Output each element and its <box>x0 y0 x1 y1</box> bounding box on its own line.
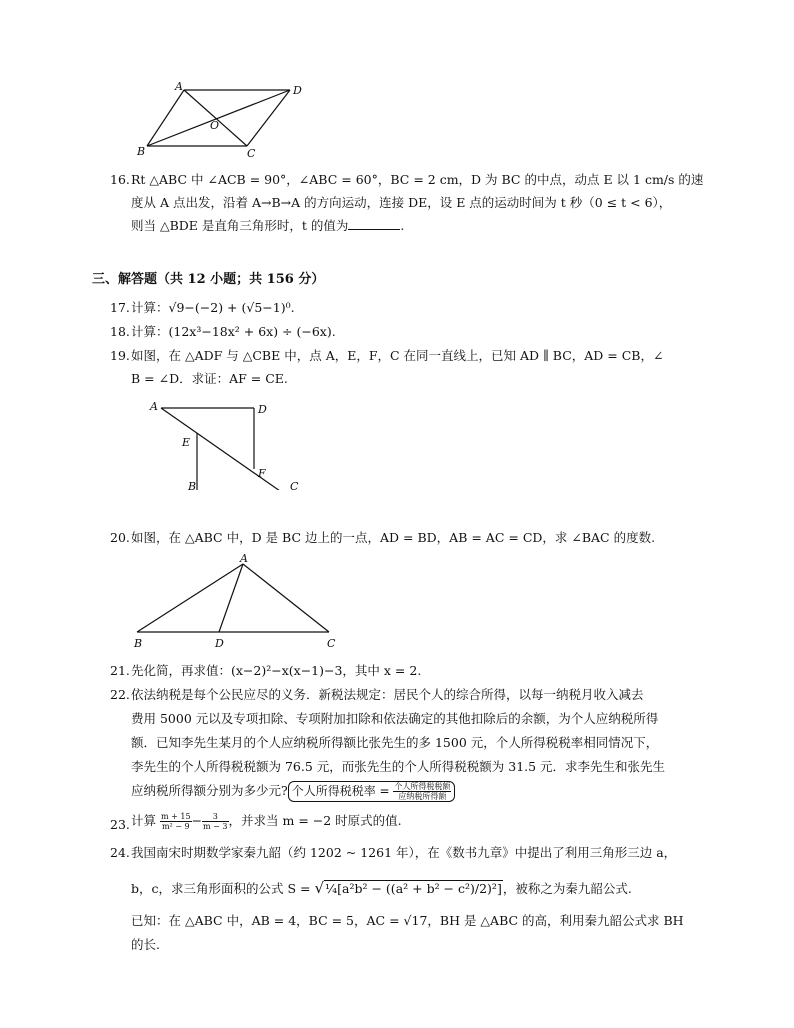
q24-formula: ¼[a²b² − ((a² + b² − c²)/2)²] <box>325 881 502 896</box>
q17-number: 17. <box>110 300 130 315</box>
edge-ba <box>147 90 184 146</box>
q23-frac1-den: m² − 9 <box>161 822 190 831</box>
q22-line1: 依法纳税是每个公民应尽的义务．新税法规定：居民个人的综合所得，以每一纳税月收入减去 <box>131 687 644 702</box>
label-e: E <box>182 436 191 449</box>
q16-line1: Rt △ABC 中 ∠ACB = 90°，∠ABC = 60°，BC = 2 cm，D 为 BC 的中点，动点 E 以 1 cm/s 的速 <box>131 172 704 187</box>
q19-line2: B = ∠D．求证：AF = CE. <box>131 371 288 386</box>
label-d: D <box>215 637 224 650</box>
q23-pre: 计算 <box>131 813 157 828</box>
edge-ac <box>161 408 290 490</box>
q19-line1: 如图，在 △ADF 与 △CBE 中，点 A，E，F，C 在同一直线上，已知 AD ∥ BC，AD = CB，∠ <box>131 348 664 363</box>
q24-line1: 我国南宋时期数学家秦九韶（约 1202 ~ 1261 年），在《数书九章》中提出了利用三角形三边 a， <box>131 845 677 860</box>
q23-frac2-num: 3 <box>202 812 228 822</box>
q22-rate-formula <box>288 781 456 802</box>
q18-text: 计算：(12x³−18x² + 6x) ÷ (−6x). <box>131 324 336 339</box>
q19-number: 19. <box>110 348 130 363</box>
label-o: O <box>210 119 220 132</box>
edge-ad <box>219 564 243 632</box>
label-a: A <box>175 80 183 93</box>
q24-line2 <box>131 880 632 897</box>
q22-number: 22. <box>110 687 130 702</box>
parallelogram-figure <box>130 78 320 160</box>
figure-19 <box>140 398 315 490</box>
label-c: C <box>247 147 256 160</box>
q23-frac2-den: m − 3 <box>203 822 228 831</box>
q22-rate-label: 个人所得税税率 = <box>291 784 390 798</box>
section-3-heading: 三、解答题（共 12 小题；共 156 分） <box>92 272 325 287</box>
label-d: D <box>293 84 302 97</box>
q23-post: ，并求当 m = −2 时原式的值. <box>228 813 402 828</box>
q22-line5-text: 应纳税所得额分别为多少元? <box>131 783 288 798</box>
q23-number: 23. <box>110 817 130 832</box>
label-d: D <box>258 403 267 416</box>
q16-line3-text: 则当 △BDE 是直角三角形时，t 的值为 <box>131 218 349 233</box>
label-b: B <box>137 145 146 158</box>
q24-line3: 已知：在 △ABC 中，AB = 4，BC = 5，AC = √17，BH 是 △ABC 的高，利用秦九韶公式求 BH <box>131 913 684 928</box>
q22-frac-num: 个人所得税税额 <box>394 782 451 791</box>
q23-frac1-num: m + 15 <box>161 812 191 821</box>
q16-number: 16. <box>110 172 130 187</box>
q16-line3: 则当 △BDE 是直角三角形时，t 的值为 . <box>131 218 405 233</box>
q22-frac-den: 应纳税所得额 <box>398 792 447 801</box>
q22-line3: 额．已知李先生某月的个人应纳税所得额比张先生的多 1500 元，个人所得税税率相同情况下， <box>131 735 659 750</box>
q20-text: 如图，在 △ABC 中，D 是 BC 边上的一点，AD = BD，AB = AC = CD，求 ∠BAC 的度数. <box>131 530 656 545</box>
q22-line4: 李先生的个人所得税税额为 76.5 元，而张先生的个人所得税税额为 31.5 元．求李先生和张先生 <box>131 759 666 774</box>
sqrt-sign-icon: √ <box>314 879 325 897</box>
q23-frac2 <box>202 812 228 831</box>
edge-ac <box>243 564 329 632</box>
q23-content <box>131 812 402 831</box>
q23-frac1 <box>160 812 192 831</box>
q21-number: 21. <box>110 663 130 678</box>
q20-number: 20. <box>110 530 130 545</box>
label-f: F <box>258 467 266 480</box>
q24-number: 24. <box>110 845 130 860</box>
label-b: B <box>188 480 197 490</box>
label-b: B <box>134 637 143 650</box>
q16-answer-blank <box>348 218 400 230</box>
label-a: A <box>240 554 248 565</box>
q16-line2: 度从 A 点出发，沿着 A→B→A 的方向运动，连接 DE，设 E 点的运动时间为 t 秒（0 ≤ t < 6）， <box>131 195 672 210</box>
label-c: C <box>290 480 299 490</box>
q24-line4: 的长. <box>131 937 160 952</box>
diagonal-ac <box>184 90 247 146</box>
q22-line5 <box>131 781 455 802</box>
q22-line2: 费用 5000 元以及专项扣除、专项附加扣除和依法确定的其他扣除后的余额，为个人应纳税所得 <box>131 711 659 726</box>
q24-line2-pre: b，c，求三角形面积的公式 S = <box>131 881 311 896</box>
label-a: A <box>150 400 158 413</box>
edge-ab <box>137 564 243 632</box>
q24-line2-post: ，被称之为秦九韶公式. <box>502 881 632 896</box>
q23-minus: − <box>191 813 203 828</box>
q17-text: 计算：√9−(−2) + (√5−1)⁰. <box>131 300 295 315</box>
q21-text: 先化简，再求值：(x−2)²−x(x−1)−3，其中 x = 2. <box>131 663 422 678</box>
q18-number: 18. <box>110 324 130 339</box>
label-c: C <box>327 637 336 650</box>
q22-rate-fraction <box>393 782 451 801</box>
figure-20 <box>128 554 348 652</box>
